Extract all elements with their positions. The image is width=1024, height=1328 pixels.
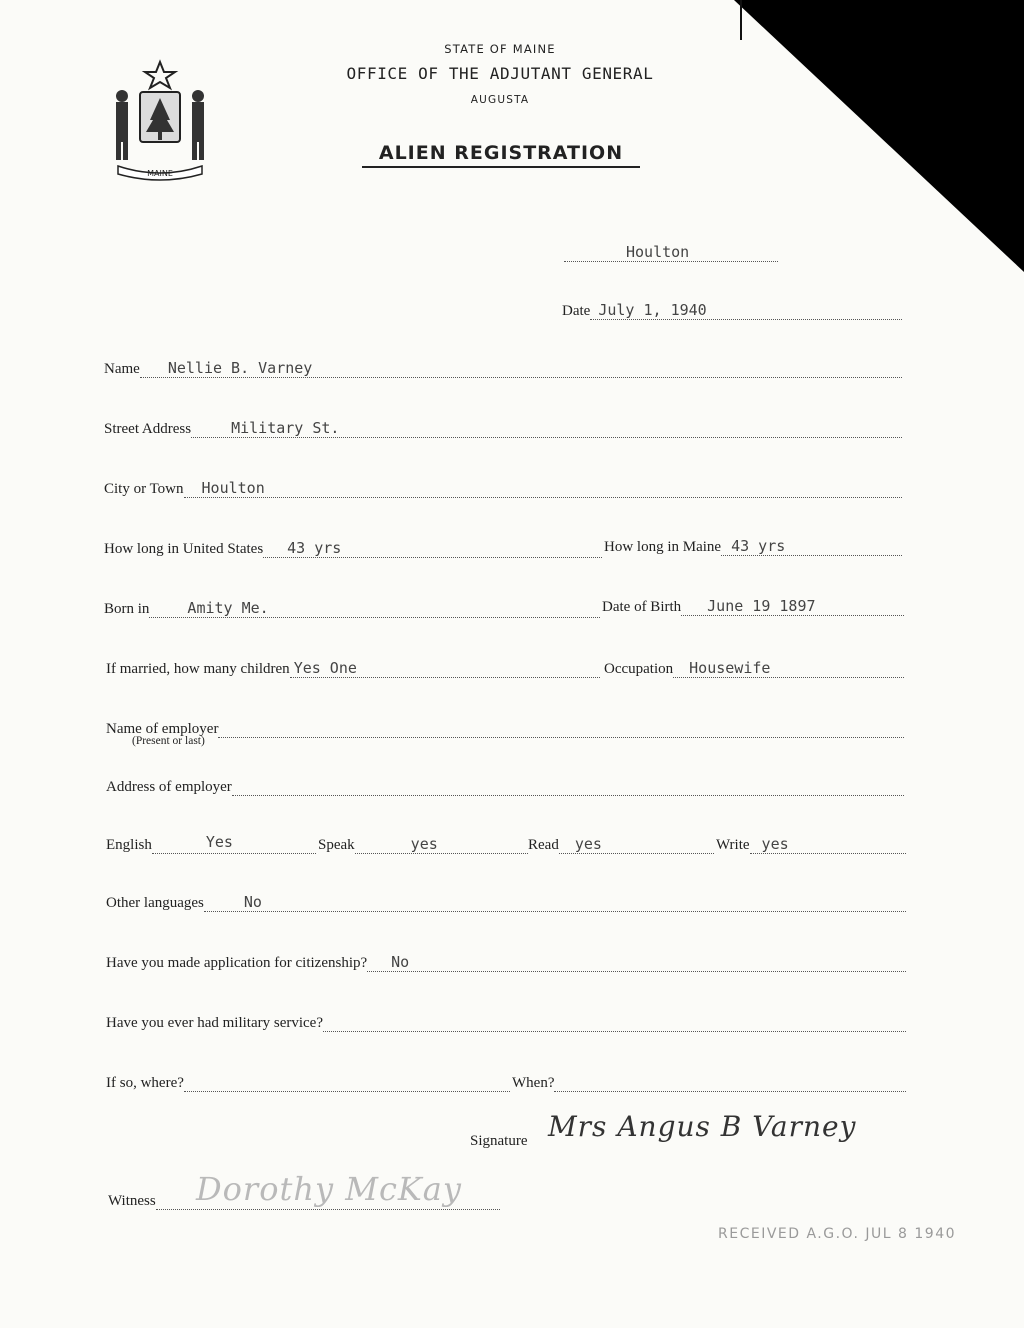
read-row [528, 832, 714, 854]
date-row [562, 298, 902, 320]
name-value: Nellie B. Varney [167, 359, 313, 377]
name-label: Name [104, 361, 140, 377]
city-row [104, 476, 902, 498]
witness-label: Witness [108, 1193, 156, 1209]
dob-row [602, 594, 904, 616]
city-value: Houlton [201, 479, 265, 497]
born-value: Amity Me. [187, 599, 269, 617]
us-time-label: How long in United States [104, 541, 264, 557]
signature-label: Signature [470, 1133, 528, 1149]
english-value: Yes [205, 833, 233, 851]
name-row [104, 356, 902, 378]
military-label: Have you ever had military service? [106, 1015, 323, 1031]
when-label: When? [512, 1075, 555, 1091]
date-value: July 1, 1940 [598, 301, 707, 319]
speak-value: yes [410, 835, 438, 853]
signature-value: Mrs Angus B Varney [548, 1110, 857, 1143]
received-stamp: RECEIVED A.G.O. JUL 8 1940 [718, 1226, 957, 1242]
street-label: Street Address [104, 421, 192, 437]
office-heading: OFFICE OF THE ADJUTANT GENERAL [346, 64, 654, 83]
children-row [106, 656, 600, 678]
dob-value: June 19 1897 [707, 597, 816, 615]
other-languages-row [106, 890, 906, 912]
write-value: yes [761, 835, 789, 853]
born-label: Born in [104, 601, 150, 617]
employer-address-label: Address of employer [106, 779, 232, 795]
children-label: If married, how many children [106, 661, 290, 677]
form-title: ALIEN REGISTRATION [362, 142, 640, 168]
children-value: Yes One [293, 659, 357, 677]
where-row [106, 1070, 510, 1092]
state-heading: STATE OF MAINE [444, 42, 556, 56]
corner-edge [740, 0, 742, 40]
speak-label: Speak [318, 837, 355, 853]
place-value: Houlton [626, 243, 690, 261]
occupation-value: Housewife [689, 659, 771, 677]
when-row [512, 1070, 906, 1092]
occupation-label: Occupation [604, 661, 674, 677]
english-row [106, 832, 316, 854]
citizenship-label: Have you made application for citizenship? [106, 955, 368, 971]
other-languages-value: No [243, 893, 262, 911]
employer-row [106, 716, 904, 738]
us-time-row [104, 536, 602, 558]
maine-seal-icon [104, 58, 216, 182]
dob-label: Date of Birth [602, 599, 682, 615]
witness-value: Dorothy McKay [196, 1170, 462, 1208]
write-row [716, 832, 906, 854]
maine-time-label: How long in Maine [604, 539, 722, 555]
citizenship-row [106, 950, 906, 972]
seal-text: MAINE [147, 169, 173, 178]
citizenship-value: No [391, 953, 410, 971]
date-label: Date [562, 303, 591, 319]
occupation-row [604, 656, 904, 678]
write-label: Write [716, 837, 750, 853]
read-label: Read [528, 837, 559, 853]
born-row [104, 596, 600, 618]
place-line [564, 240, 778, 262]
military-row [106, 1010, 906, 1032]
maine-time-value: 43 yrs [731, 537, 786, 555]
english-label: English [106, 837, 152, 853]
city-label: City or Town [104, 481, 184, 497]
speak-row [318, 832, 528, 854]
maine-time-row [604, 534, 902, 556]
street-value: Military St. [231, 419, 340, 437]
where-label: If so, where? [106, 1075, 184, 1091]
signature-row [470, 1128, 550, 1150]
folded-corner [734, 0, 1024, 272]
employer-address-row [106, 774, 904, 796]
us-time-value: 43 yrs [287, 539, 342, 557]
read-value: yes [574, 835, 602, 853]
employer-sublabel: (Present or last) [132, 735, 205, 747]
employer-label: Name of employer [106, 721, 219, 737]
city-heading: AUGUSTA [470, 94, 530, 106]
street-row [104, 416, 902, 438]
other-languages-label: Other languages [106, 895, 204, 911]
